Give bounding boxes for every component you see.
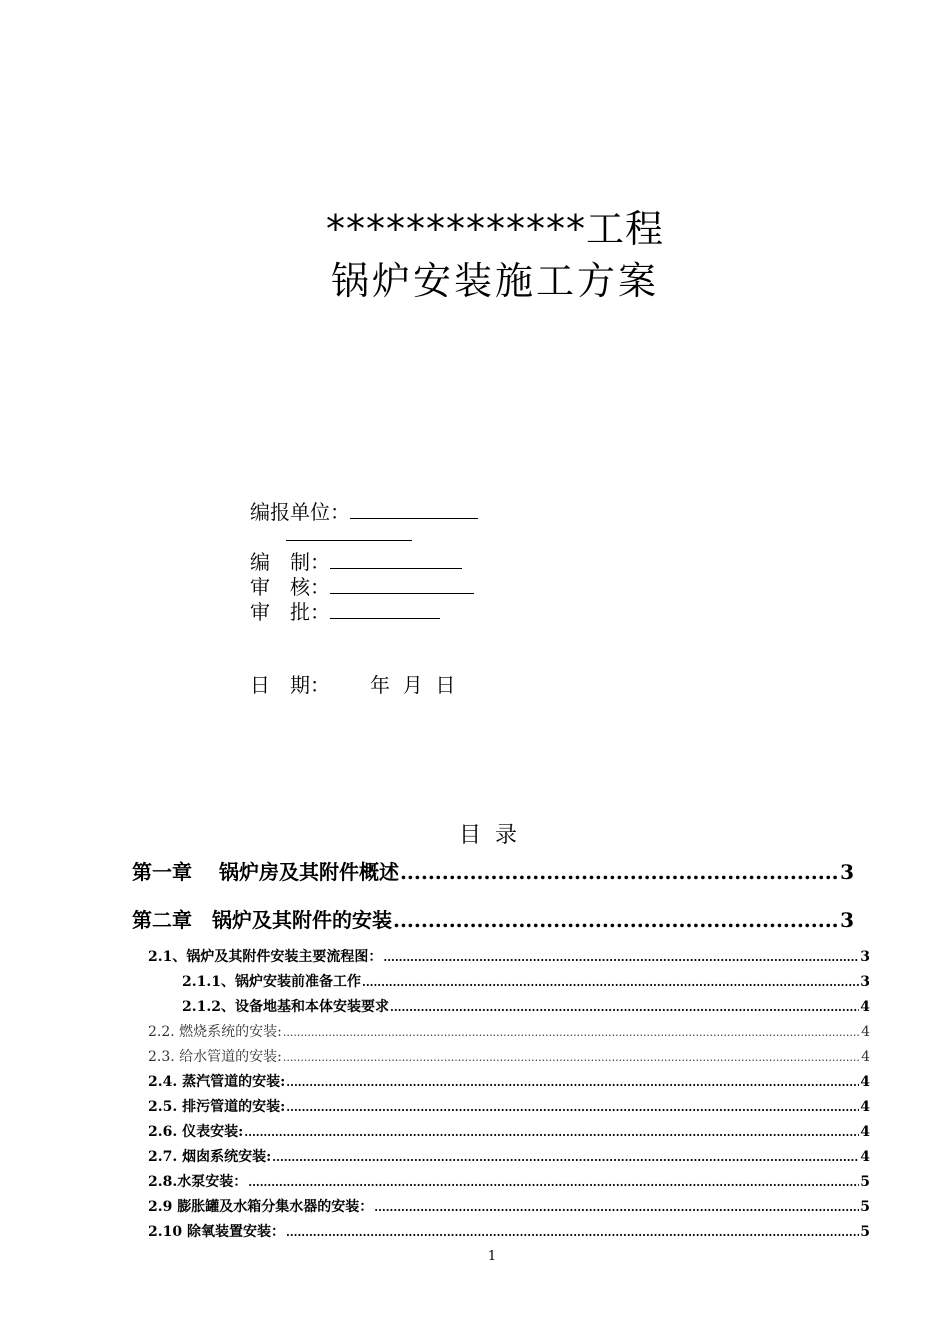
toc-leader-dots xyxy=(272,1151,859,1164)
toc-leader-dots xyxy=(286,1101,859,1114)
toc-entry-label: 2.1.1、锅炉安装前准备工作 xyxy=(182,974,361,990)
toc-entry-2-9[interactable] xyxy=(148,1196,870,1216)
date-value: 年 月 日 xyxy=(370,673,456,697)
toc-entry-2-6[interactable] xyxy=(148,1121,870,1141)
toc-entry-label: 第二章 锅炉及其附件的安装 xyxy=(132,908,392,932)
toc-entry-2-3[interactable] xyxy=(148,1046,870,1066)
toc-entry-page: 4 xyxy=(860,999,870,1015)
toc-entry-page: 5 xyxy=(860,1199,870,1215)
approve-blank-line xyxy=(330,600,440,619)
toc-entry-chapter-2[interactable] xyxy=(132,904,854,933)
toc-leader-dots xyxy=(390,1001,859,1014)
unit-label: 编报单位： xyxy=(250,500,350,524)
toc-entry-label: 2.4. 蒸汽管道的安装: xyxy=(148,1074,286,1090)
toc-entry-2-1-2[interactable] xyxy=(182,996,870,1016)
toc-entry-label: 2.6. 仪表安装: xyxy=(148,1124,244,1140)
toc-entry-label: 第一章 锅炉房及其附件概述 xyxy=(132,860,399,884)
toc-entry-label: 2.9 膨胀罐及水箱分集水器的安装： xyxy=(148,1199,374,1215)
toc-leader-dots xyxy=(244,1126,859,1139)
toc-leader-dots xyxy=(286,1076,859,1089)
toc-entry-page: 3 xyxy=(840,860,854,884)
document-title-line2: 锅炉安装施工方案 xyxy=(330,259,659,303)
toc-entry-label: 2.2. 燃烧系统的安装: xyxy=(148,1024,282,1040)
unit-blank-line xyxy=(350,500,478,519)
toc-leader-dots xyxy=(283,1051,860,1064)
toc-entry-2-2[interactable] xyxy=(148,1021,870,1041)
approve-label: 审 批： xyxy=(250,600,330,624)
info-row-date xyxy=(250,669,455,698)
toc-entry-label: 2.1、锅炉及其附件安装主要流程图： xyxy=(148,949,383,965)
toc-entry-2-5[interactable] xyxy=(148,1096,870,1116)
info-row-approve xyxy=(250,596,440,625)
toc-leader-dots xyxy=(400,860,839,884)
toc-entry-label: 2.1.2、设备地基和本体安装要求 xyxy=(182,999,389,1015)
toc-leader-dots xyxy=(283,1026,860,1039)
toc-entry-page: 4 xyxy=(860,1149,870,1165)
info-row-unit xyxy=(250,496,478,525)
review-label: 审 核： xyxy=(250,575,330,599)
toc-entry-page: 3 xyxy=(860,949,870,965)
toc-entry-2-4[interactable] xyxy=(148,1071,870,1091)
toc-leader-dots xyxy=(362,976,859,989)
info-row-unit-continuation xyxy=(286,522,412,546)
toc-leader-dots xyxy=(286,1226,859,1239)
toc-entry-2-1-1[interactable] xyxy=(182,971,870,991)
toc-entry-page: 4 xyxy=(860,1099,870,1115)
toc-entry-2-7[interactable] xyxy=(148,1146,870,1166)
toc-leader-dots xyxy=(248,1176,859,1189)
toc-entry-page: 4 xyxy=(860,1074,870,1090)
toc-entry-2-8[interactable] xyxy=(148,1171,870,1191)
toc-entry-label: 2.5. 排污管道的安装: xyxy=(148,1099,286,1115)
toc-entry-chapter-1[interactable] xyxy=(132,856,854,885)
compile-label: 编 制： xyxy=(250,550,330,574)
toc-entry-page: 3 xyxy=(860,974,870,990)
toc-entry-label: 2.10 除氧装置安装： xyxy=(148,1224,285,1240)
toc-entry-page: 4 xyxy=(861,1024,870,1040)
toc-entry-label: 2.3. 给水管道的安装: xyxy=(148,1049,282,1065)
toc-entry-page: 4 xyxy=(860,1124,870,1140)
unit-blank-line-2 xyxy=(286,522,412,541)
date-label: 日 期： xyxy=(250,673,330,697)
toc-heading: 目录 xyxy=(458,823,531,848)
toc-leader-dots xyxy=(393,908,839,932)
toc-entry-2-10[interactable] xyxy=(148,1221,870,1241)
toc-entry-label: 2.7. 烟囱系统安装: xyxy=(148,1149,272,1165)
review-blank-line xyxy=(330,575,474,594)
compile-blank-line xyxy=(330,550,462,569)
toc-entry-page: 5 xyxy=(860,1174,870,1190)
toc-entry-page: 5 xyxy=(860,1224,870,1240)
toc-leader-dots xyxy=(374,1201,859,1214)
document-title-line1: *************工程 xyxy=(325,207,664,251)
toc-leader-dots xyxy=(383,951,859,964)
toc-entry-page: 3 xyxy=(840,908,854,932)
page-number: 1 xyxy=(487,1249,497,1264)
toc-entry-page: 4 xyxy=(861,1049,870,1065)
toc-entry-label: 2.8.水泵安装： xyxy=(148,1174,248,1190)
toc-entry-2-1[interactable] xyxy=(148,946,870,966)
